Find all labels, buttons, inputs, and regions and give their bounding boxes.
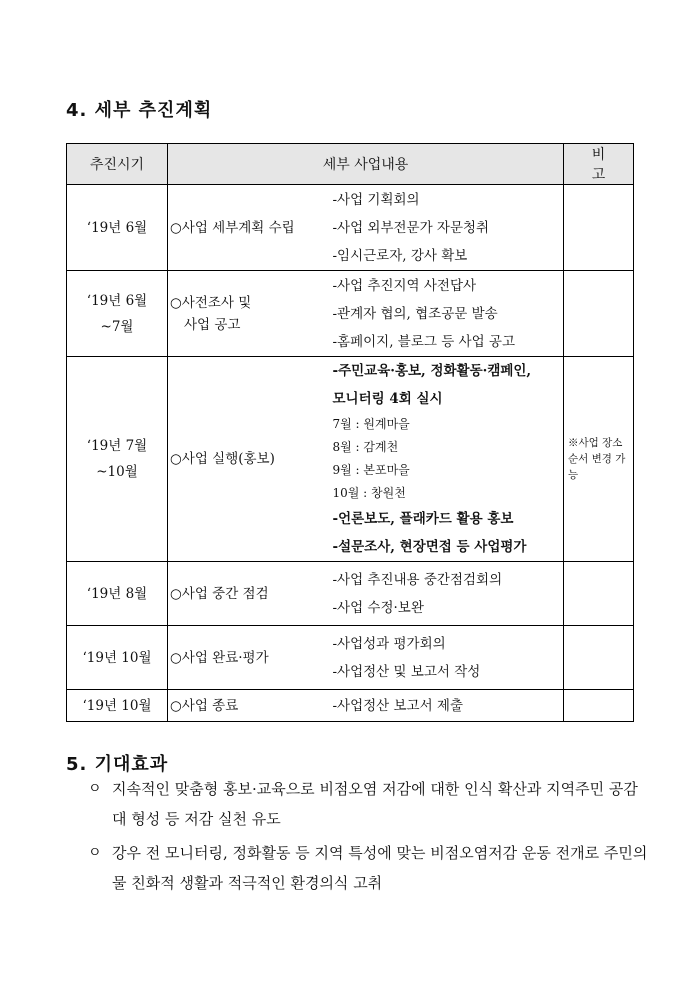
table-row — [67, 357, 634, 562]
row-period — [67, 690, 168, 722]
detail-line: -사업정산 및 보고서 작성 — [332, 663, 481, 680]
row-remark — [564, 271, 634, 357]
period-line: ‘19년 6월 — [86, 219, 148, 236]
detail-line: 모니터링 4회 실시 — [332, 391, 443, 407]
row-task — [168, 562, 329, 626]
row-remark — [564, 690, 634, 722]
effect-text-2: 강우 전 모니터링, 정화활동 등 지역 특성에 맞는 비점오염저감 운동 전개로 주민의 물 친화적 생활과 적극적인 환경의식 고취 — [112, 844, 648, 892]
period-line: ‘19년 10월 — [82, 697, 152, 714]
task-line: ○사업 종료 — [170, 697, 239, 714]
row-details — [329, 357, 564, 562]
row-period — [67, 271, 168, 357]
row-task — [168, 271, 329, 357]
table-row — [67, 690, 634, 722]
detail-line: -주민교육·홍보, 정화활동·캠페인, — [332, 363, 532, 379]
detail-line: -사업정산 보고서 제출 — [332, 697, 464, 714]
detail-line: -설문조사, 현장면접 등 사업평가 — [332, 539, 527, 555]
detail-line: -관계자 협의, 협조공문 발송 — [332, 305, 498, 322]
detail-line: 8월 : 감계천 — [332, 440, 399, 454]
period-line: ‘19년 10월 — [82, 649, 152, 666]
period-line: ‘19년 7월 — [86, 438, 148, 454]
header-period: 추진시기 — [67, 144, 168, 185]
effect-bullet-1 — [88, 774, 648, 834]
row-remark — [564, 185, 634, 271]
row-task — [168, 690, 329, 722]
detail-line: 9월 : 본포마을 — [332, 463, 410, 477]
detail-line: 7월 : 원계마을 — [332, 417, 410, 431]
table-header-row — [67, 144, 634, 185]
row-remark — [564, 562, 634, 626]
row-details — [329, 690, 564, 722]
row-details — [329, 626, 564, 690]
table-row — [67, 626, 634, 690]
row-period — [67, 185, 168, 271]
row-remark: ※사업 장소 순서 변경 가능 — [564, 357, 634, 562]
task-line: ○사전조사 및 — [170, 294, 252, 311]
period-line: ~7월 — [100, 318, 134, 335]
detail-line: -사업 기획회의 — [332, 191, 420, 208]
task-line: ○사업 세부계획 수립 — [170, 219, 295, 236]
table-row — [67, 271, 634, 357]
detail-line: -언론보도, 플래카드 활용 홍보 — [332, 511, 514, 527]
section-4-title: 4. 세부 추진계획 — [66, 100, 213, 121]
row-details — [329, 271, 564, 357]
row-period — [67, 357, 168, 562]
detail-line: -사업성과 평가회의 — [332, 635, 446, 652]
period-line: ‘19년 6월 — [86, 292, 148, 309]
row-task — [168, 357, 329, 562]
table-row — [67, 562, 634, 626]
detail-line: -홈페이지, 블로그 등 사업 공고 — [332, 333, 516, 350]
effect-bullet-2 — [88, 838, 648, 898]
period-line: ~10월 — [96, 464, 138, 480]
task-line: ○사업 중간 점검 — [170, 585, 269, 602]
detail-line: -사업 외부전문가 자문청취 — [332, 219, 490, 236]
detail-line: -사업 추진내용 중간점검회의 — [332, 571, 503, 588]
row-period — [67, 626, 168, 690]
row-remark — [564, 626, 634, 690]
period-line: ‘19년 8월 — [86, 585, 148, 602]
row-task — [168, 185, 329, 271]
detail-line: -사업 수정·보완 — [332, 599, 424, 616]
effect-text-1: 지속적인 맞춤형 홍보·교육으로 비점오염 저감에 대한 인식 확산과 지역주민 공감대 형성 등 저감 실천 유도 — [112, 780, 638, 828]
row-period — [67, 562, 168, 626]
detail-line: -사업 추진지역 사전답사 — [332, 277, 477, 294]
table-row — [67, 185, 634, 271]
row-details — [329, 185, 564, 271]
bullet-mark-icon: ㅇ — [88, 845, 102, 861]
task-line: ○사업 완료·평가 — [170, 649, 269, 666]
task-line: ○사업 실행(홍보) — [170, 451, 275, 467]
header-remark: 비 고 — [564, 144, 634, 185]
section-5-title: 5. 기대효과 — [66, 754, 169, 775]
header-content: 세부 사업내용 — [168, 144, 564, 185]
row-details — [329, 562, 564, 626]
bullet-mark-icon: ㅇ — [88, 781, 102, 797]
detail-line: 10월 : 창원천 — [332, 486, 406, 500]
detail-line: -임시근로자, 강사 확보 — [332, 247, 468, 264]
detail-plan-table — [66, 143, 634, 722]
task-line: 사업 공고 — [184, 316, 241, 333]
row-task — [168, 626, 329, 690]
